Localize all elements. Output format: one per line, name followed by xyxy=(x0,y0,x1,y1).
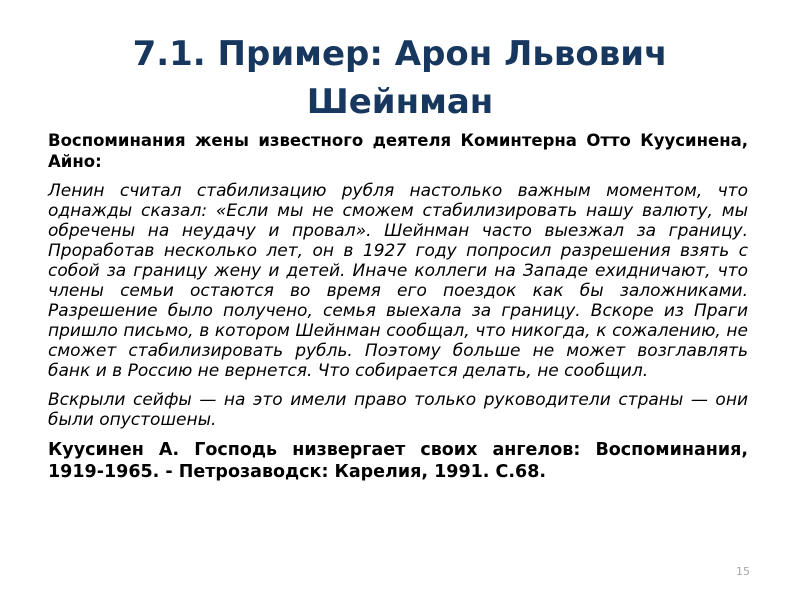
slide-title: 7.1. Пример: Арон Львович Шейнман xyxy=(132,34,668,122)
lead-paragraph: Воспоминания жены известного деятеля Коминтерна Отто Куусинена, Айно: xyxy=(48,131,748,171)
slide-body xyxy=(48,130,748,483)
quote-paragraph: Ленин считал стабилизацию рубля настолько важным моментом, что однажды сказал: «Если мы не сможем стабилизировать нашу валюту, мы обречены на неудачу и провал». Шейнман часто выезжал за границу. Проработав несколько лет, он в 1927 году попросил разрешения взять с собой за границу жену и детей. Иначе коллеги на Западе ехидничают, что члены семьи остаются во время его поездок как бы заложниками. Разрешение было получено, семья выехала за границу. Вскоре из Праги пришло письмо, в котором Шейнман сообщал, что никогда, к сожалению, не сможет стабилизировать рубль. Поэтому больше не может возглавлять банк и в Россию не вернется. Что собирается делать, не сообщил. xyxy=(48,181,748,381)
quote-paragraph: Вскрыли сейфы — на это имели право только руководители страны — они были опустошены. xyxy=(48,390,748,430)
source-citation: Куусинен А. Господь низвергает своих ангелов: Воспоминания, 1919-1965. - Петрозаводск: Карелия, 1991. С.68. xyxy=(48,440,748,482)
page-number: 15 xyxy=(736,565,750,578)
